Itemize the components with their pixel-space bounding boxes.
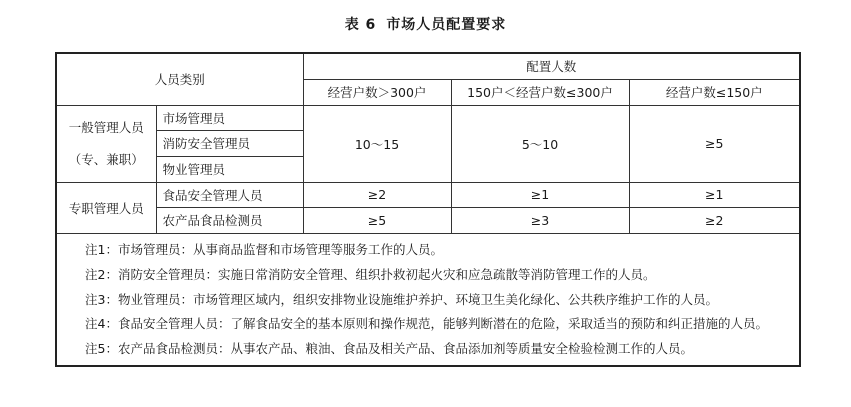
header-staffing: 配置人数 (303, 53, 800, 79)
value-food-safety-medium: ≥1 (451, 182, 629, 207)
note-3: 注3：物业管理员：市场管理区域内，组织安排物业设施维护养护、环境卫生美化绿化、公共秩序维护工作的人员。 (85, 291, 718, 307)
role-fire-safety-manager: 消防安全管理员 (156, 130, 303, 156)
note-1: 注1：市场管理员：从事商品监督和市场管理等服务工作的人员。 (85, 241, 443, 257)
value-inspector-large: ≥5 (303, 207, 451, 233)
notes-section (56, 233, 800, 366)
header-col-small: 经营户数≤150户 (629, 79, 800, 105)
role-property-manager: 物业管理员 (156, 156, 303, 182)
group-general-name: 一般管理人员 (68, 119, 144, 135)
header-col-medium: 150户＜经营户数≤300户 (451, 79, 629, 105)
value-general-large: 10～15 (303, 105, 451, 182)
header-category: 人员类别 (56, 53, 303, 105)
value-food-safety-large: ≥2 (303, 182, 451, 207)
value-general-small: ≥5 (629, 105, 800, 182)
role-food-inspector: 农产品食品检测员 (156, 207, 303, 233)
table-title: 市场人员配置要求 (386, 17, 507, 33)
group-general-note: （专、兼职） (68, 151, 144, 167)
role-market-manager: 市场管理员 (156, 105, 303, 130)
header-col-large: 经营户数＞300户 (303, 79, 451, 105)
role-food-safety-manager: 食品安全管理人员 (156, 182, 303, 207)
staffing-table (55, 52, 801, 367)
note-4: 注4：食品安全管理人员：了解食品安全的基本原则和操作规范，能够判断潜在的危险，采取适当的预防和纠正措施的人员。 (85, 315, 768, 331)
note-2: 注2：消防安全管理员：实施日常消防安全管理、组织扑救初起火灾和应急疏散等消防管理工作的人员。 (85, 266, 656, 282)
value-general-medium: 5～10 (451, 105, 629, 182)
value-inspector-medium: ≥3 (451, 207, 629, 233)
value-inspector-small: ≥2 (629, 207, 800, 233)
group-dedicated-name: 专职管理人员 (56, 182, 156, 233)
table-number: 表 6 (344, 17, 377, 33)
value-food-safety-small: ≥1 (629, 182, 800, 207)
note-5: 注5：农产品食品检测员：从事农产品、粮油、食品及相关产品、食品添加剂等质量安全检验检测工作的人员。 (85, 340, 693, 356)
table-caption (0, 14, 851, 34)
group-general (56, 105, 156, 182)
